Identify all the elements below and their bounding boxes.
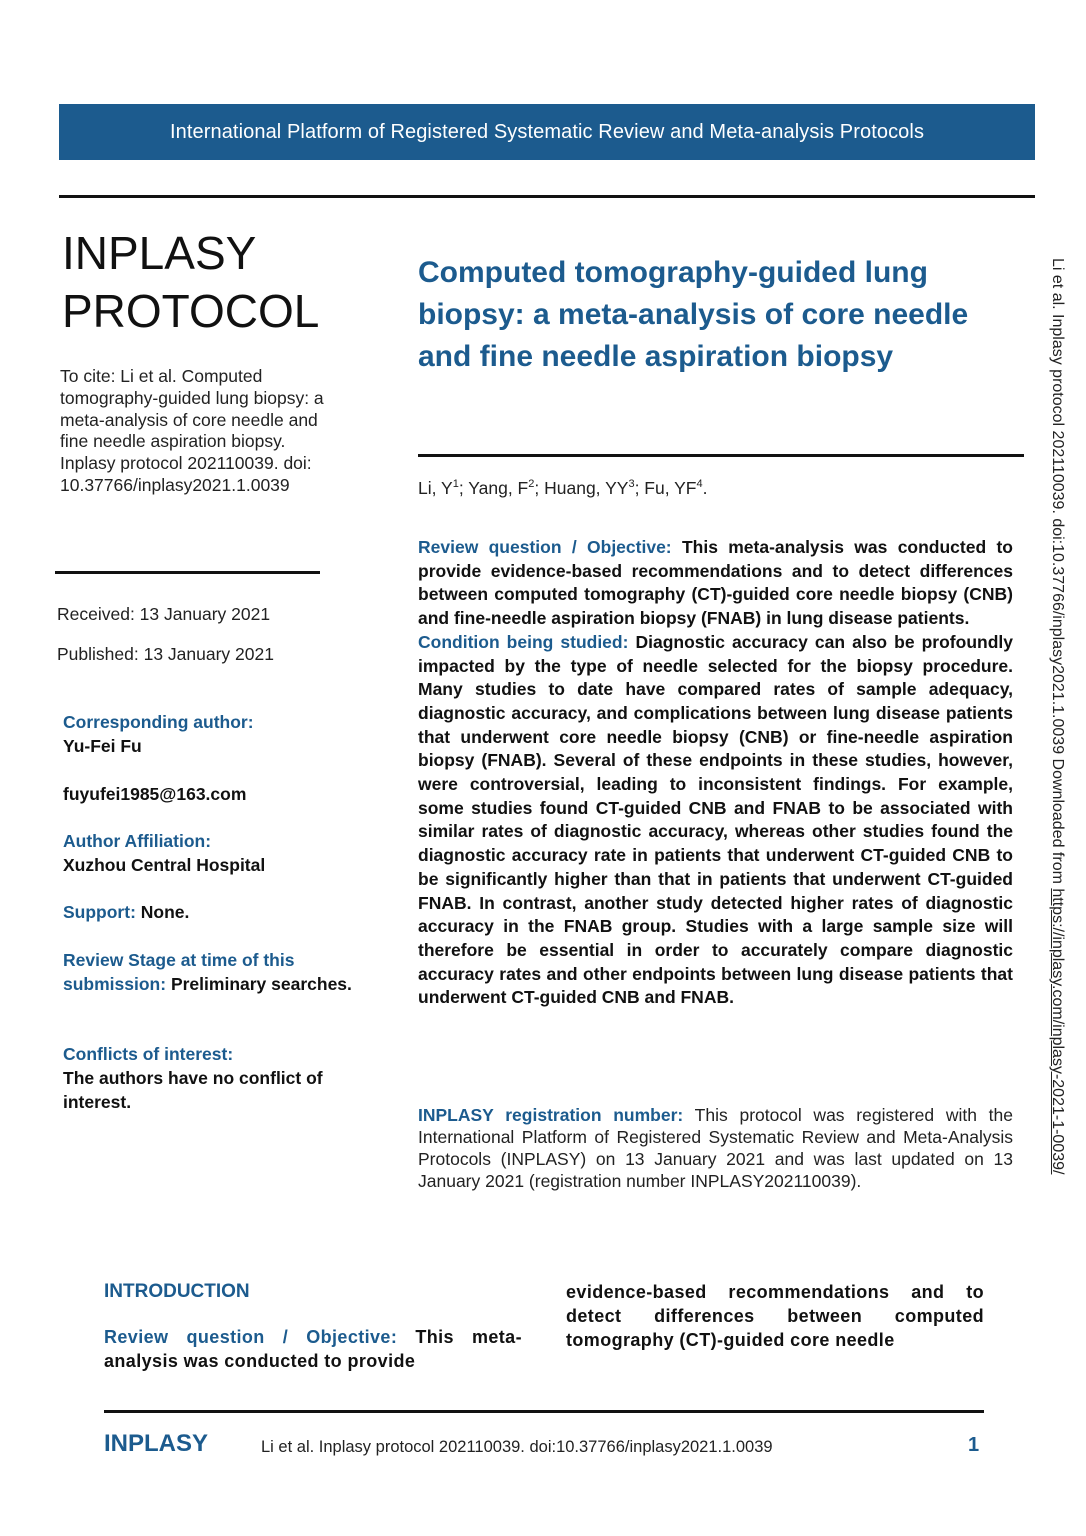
conflicts (63, 1043, 353, 1114)
footer-citation: Li et al. Inplasy protocol 202110039. doi:10.37766/inplasy2021.1.0039 (261, 1438, 773, 1456)
author-separator: ; (634, 478, 645, 498)
conflicts-value: The authors have no conflict of interest. (63, 1067, 323, 1112)
received-date: Received: 13 January 2021 (57, 604, 271, 624)
paper-title: Computed tomography-guided lung biopsy: a meta-analysis of core needle and fine needle aspiration biopsy (418, 256, 969, 373)
published-date: Published: 13 January 2021 (57, 644, 274, 664)
abstract (418, 536, 1013, 1010)
author-separator: ; (458, 478, 469, 498)
author (644, 478, 707, 498)
introduction-left-column (104, 1326, 522, 1374)
author-name: Huang, YY (544, 478, 629, 498)
author (418, 478, 468, 498)
banner-text: International Platform of Registered Systematic Review and Meta-analysis Protocols (169, 120, 925, 143)
footer-brand: INPLASY (104, 1430, 209, 1457)
inplasy-protocol-heading (62, 224, 319, 340)
author-affiliation (63, 830, 353, 878)
author-name: Li, Y (418, 478, 453, 498)
corresponding-author (63, 711, 353, 759)
introduction-right-column: evidence-based recommendations and to detect differences between computed tomography (CT)-guided core needle (566, 1282, 984, 1350)
registration-label: INPLASY registration number: (418, 1105, 684, 1125)
objective-text: This meta-analysis was conducted to provide evidence-based recommendations and to detect differences between computed tomography (CT)-guided core needle biopsy (CNB) and fine-needle aspiration biopsy (FNAB) in lung disease patients. (418, 537, 1013, 629)
conflicts-label: Conflicts of interest: (63, 1044, 234, 1064)
author-email[interactable] (63, 783, 353, 807)
author-affiliation-number: 2 (528, 478, 535, 491)
objective-label: Review question / Objective: (418, 537, 672, 557)
intro-objective-label: Review question / Objective: (104, 1327, 398, 1347)
author-name: Fu, YF (644, 478, 697, 498)
intro-left-text: This meta-analysis was conducted to provide (104, 1327, 522, 1371)
side-note-text: Li et al. Inplasy protocol 202110039. doi:10.37766/inplasy2021.1.0039 Downloaded from (1049, 258, 1066, 889)
registration-text: This protocol was registered with the International Platform of Registered Systematic Review and Meta-Analysis Protocols (INPLASY) on 13 January 2021 and was last updated on 13 January 2021 (registration number INPLASY202110039). (418, 1105, 1013, 1191)
author-separator: ; (534, 478, 545, 498)
brand-line-1: INPLASY (62, 227, 257, 279)
stage-value: Preliminary searches. (170, 973, 352, 994)
abstract-objective (418, 536, 1013, 631)
affiliation-value: Xuzhou Central Hospital (63, 854, 266, 875)
platform-banner (59, 104, 1035, 160)
support (63, 901, 353, 925)
dates-block (57, 604, 274, 684)
page-number: 1 (968, 1434, 980, 1456)
support-value: None. (140, 902, 190, 922)
abstract-condition (418, 631, 1013, 1010)
corresponding-name: Yu-Fei Fu (63, 735, 142, 756)
author-separator: . (702, 478, 708, 498)
corresponding-label: Corresponding author: (63, 712, 254, 732)
side-download-note (1048, 258, 1066, 1174)
author-affiliation-number: 1 (452, 478, 459, 491)
download-link[interactable]: https://inplasy.com/inplasy-2021-1-0039/ (1049, 888, 1066, 1175)
condition-text: Diagnostic accuracy can also be profoundly impacted by the type of needle selected for the biopsy procedure. Many studies to date have compared rates of sample adequacy, diagnostic accuracy, and complications between lung disease patients that underwent core needle biopsy (CNB) or fine-needle aspiration biopsy (FNAB). Several of these endpoints in these studies, however, were controversial, leading to inconsistent findings. For example, some studies found CT-guided CNB and FNAB to be associated with similar rates of diagnostic accuracy, whereas other studies found the diagnostic accuracy rate in patients that underwent CT-guided CNB to be significantly higher than that in patients that underwent CT-guided FNAB. In contrast, another study detected higher rates of diagnostic accuracy in the FNAB group. Studies with a large sample size will therefore be essential in order to accurately compare diagnostic accuracy rates and other endpoints between lung disease patients that underwent CT-guided CNB and FNAB. (418, 631, 1013, 1008)
author-list (418, 478, 708, 499)
citation-block: To cite: Li et al. Computed tomography-guided lung biopsy: a meta-analysis of core needle and fine needle aspiration biopsy. Inplasy protocol 202110039. doi: 10.37766/inplasy2021.1.0039 (60, 366, 324, 495)
author-name: Yang, F (468, 478, 529, 498)
registration-block (418, 1104, 1013, 1192)
author-affiliation-number: 3 (628, 478, 635, 491)
author-affiliation-number: 4 (696, 478, 703, 491)
author (544, 478, 644, 498)
stage-label: Review Stage at time of this submission: (63, 950, 295, 994)
support-label: Support: (63, 902, 136, 922)
title-divider (418, 454, 1024, 457)
top-divider (59, 195, 1035, 198)
condition-label: Condition being studied: (418, 631, 629, 652)
review-stage (63, 949, 353, 997)
left-divider (55, 571, 320, 574)
introduction-heading: INTRODUCTION (104, 1281, 250, 1302)
author (468, 478, 544, 498)
email-link[interactable]: fuyufei1985@163.com (63, 784, 247, 804)
affiliation-label: Author Affiliation: (63, 831, 212, 851)
footer-divider (104, 1410, 984, 1413)
brand-line-2: PROTOCOL (62, 285, 320, 337)
